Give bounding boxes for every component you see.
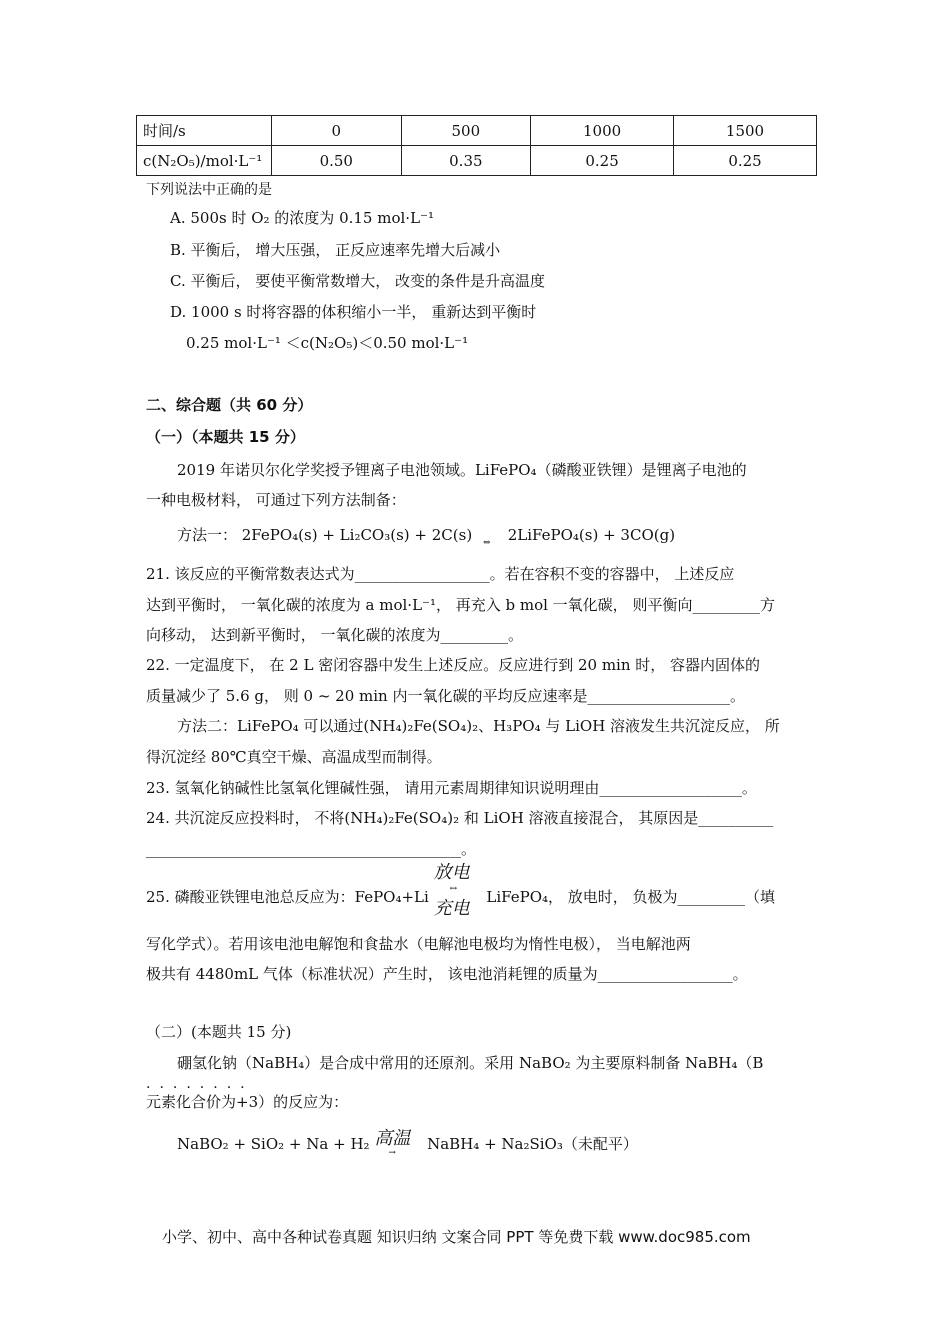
double-arrow-icon: ↔ (449, 884, 458, 894)
reversible-arrow (433, 862, 482, 919)
time-cell: 1500 (674, 116, 817, 146)
part2-intro-line2: 元素化合价为+3）的反应为： (146, 1093, 349, 1111)
method1-left: 方法一： 2FePO₄(s) + Li₂CO₃(s) + 2C(s) (177, 526, 473, 544)
q25-right: LiFePO₄， 放电时， 负极为_________（填 (486, 888, 776, 906)
q24-line2: __________________________________________。 (146, 840, 477, 858)
part1-title: （一）（本题共 15 分） (146, 428, 305, 446)
eq-left: NaBO₂ + SiO₂ + Na + H₂ (177, 1135, 370, 1153)
part2-title: （二）(本题共 15 分) (146, 1023, 292, 1041)
concentration-table (136, 115, 817, 176)
eq-right: NaBH₄ + Na₂SiO₃（未配平） (427, 1135, 638, 1153)
question-intro: 下列说法中正确的是 (146, 182, 272, 198)
time-cell: 1000 (531, 116, 674, 146)
q25-line2: 写化学式）。若用该电池电解饱和食盐水（电解池电极均为惰性电极）， 当电解池两 (146, 935, 691, 953)
section-title: 二、综合题（共 60 分） (146, 396, 313, 414)
nabh4-equation (177, 1128, 638, 1158)
q25-line3: 极共有 4480mL 气体（标准状况）产生时， 该电池消耗锂的质量为__________________。 (146, 965, 748, 983)
q24-line1: 24. 共沉淀反应投料时， 不将(NH₄)₂Fe(SO₄)₂ 和 LiOH 溶液直接混合， 其原因是__________ (146, 809, 774, 827)
q22-line2: 质量减少了 5.6 g， 则 0 ~ 20 min 内一氧化碳的平均反应速率是___________________。 (146, 687, 745, 705)
q21-line3: 向移动， 达到新平衡时， 一氧化碳的浓度为_________。 (146, 626, 524, 644)
method2-line2: 得沉淀经 80℃真空干燥、高温成型而制得。 (146, 748, 442, 766)
q22-line1: 22. 一定温度下， 在 2 L 密闭容器中发生上述反应。反应进行到 20 min 时， 容器内固体的 (146, 656, 761, 674)
equilibrium-arrow-icon: ⇔ (482, 538, 491, 548)
concentration-cell: 0.35 (401, 146, 531, 176)
table-row-concentration (137, 146, 817, 176)
option-a: A. 500s 时 O₂ 的浓度为 0.15 mol·L⁻¹ (170, 209, 434, 227)
method1-right: 2LiFePO₄(s) + 3CO(g) (507, 526, 676, 544)
concentration-cell: 0.25 (674, 146, 817, 176)
q23: 23. 氢氧化钠碱性比氢氧化锂碱性强， 请用元素周期律知识说明理由___________________。 (146, 779, 757, 797)
q21-line1: 21. 该反应的平衡常数表达式为__________________。若在容积不变的容器中， 上述反应 (146, 565, 735, 583)
concentration-cell: 0.50 (272, 146, 402, 176)
row-label-concentration: c(N₂O₅)/mol·L⁻¹ (137, 146, 272, 176)
time-cell: 500 (401, 116, 531, 146)
high-temp-label: 高温 (374, 1128, 411, 1149)
part1-intro-line1: 2019 年诺贝尔化学奖授予锂离子电池领域。LiFePO₄（磷酸亚铁锂）是锂离子电池的 (177, 461, 747, 479)
part1-intro-line2: 一种电极材料， 可通过下列方法制备： (146, 491, 406, 509)
reaction-arrow-icon: → (388, 1148, 396, 1158)
footer-text: 小学、初中、高中各种试卷真题 知识归纳 文案合同 PPT 等免费下载 www.doc985.com (162, 1228, 751, 1246)
high-temp-arrow (374, 1128, 422, 1158)
part2-intro-line1: 硼氢化钠（NaBH₄）是合成中常用的还原剂。采用 NaBO₂ 为主要原料制备 NaBH₄（B (177, 1054, 764, 1072)
concentration-cell: 0.25 (531, 146, 674, 176)
method2-line1: 方法二：LiFePO₄ 可以通过(NH₄)₂Fe(SO₄)₂、H₃PO₄ 与 LiOH 溶液发生共沉淀反应， 所 (177, 717, 780, 735)
charge-label: 充电 (433, 898, 470, 919)
option-d-line1: D. 1000 s 时将容器的体积缩小一半， 重新达到平衡时 (170, 303, 537, 321)
q21-line2: 达到平衡时， 一氧化碳的浓度为 a mol·L⁻¹， 再充入 b mol 一氧化碳， 则平衡向_________方 (146, 596, 775, 614)
table-row-time (137, 116, 817, 146)
method1-equation (177, 524, 675, 548)
row-label-time: 时间/s (137, 116, 272, 146)
option-d-line2: 0.25 mol·L⁻¹ ＜c(N₂O₅)＜0.50 mol·L⁻¹ (186, 334, 469, 352)
emphasis-dots: ........ (146, 1076, 254, 1092)
option-c: C. 平衡后， 要使平衡常数增大， 改变的条件是升高温度 (170, 272, 546, 290)
time-cell: 0 (272, 116, 402, 146)
discharge-label: 放电 (433, 862, 470, 883)
q25-left: 25. 磷酸亚铁锂电池总反应为：FePO₄+Li (146, 888, 429, 906)
q25-line1 (146, 862, 776, 919)
option-b: B. 平衡后， 增大压强， 正反应速率先增大后减小 (170, 241, 501, 259)
